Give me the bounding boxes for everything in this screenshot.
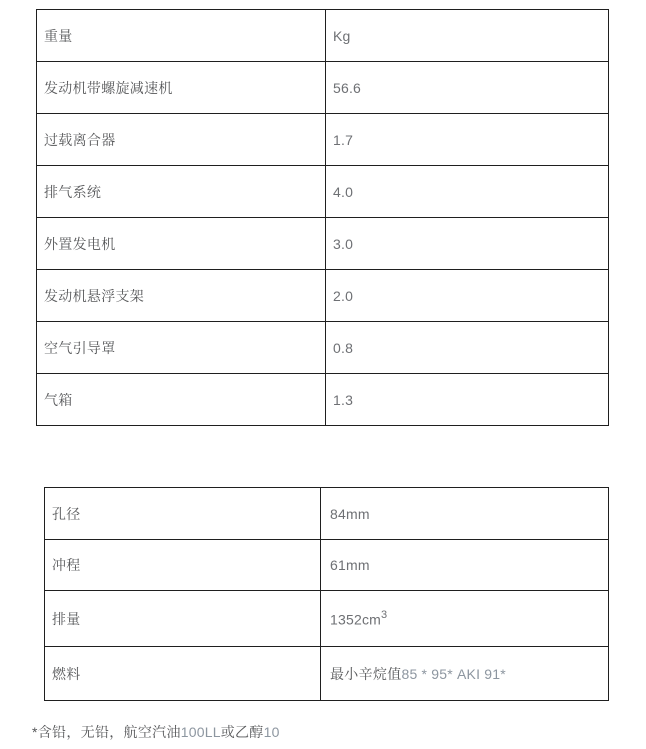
spec-value-cell [326,166,609,218]
spec-label-cell [37,270,326,322]
spec-label-cell [45,591,321,647]
spec-value-cell [321,540,609,591]
spec-label: 燃料 [52,665,81,682]
spec-label-cell [37,10,326,62]
spec-value: 4.0 [333,183,354,200]
spec-label: 排量 [52,610,81,627]
spec-value-cell [321,647,609,701]
spec-value: 1.7 [333,131,354,148]
spec-value: 61mm [330,557,370,573]
spec-label-cell [45,488,321,540]
spec-label: 过载离合器 [44,131,116,148]
spec-value-cell [326,10,609,62]
footnote [32,722,280,742]
table-row [37,10,609,62]
table-row [37,114,609,166]
spec-label-cell [37,218,326,270]
spec-value: 3.0 [333,235,354,252]
spec-value: 56.6 [333,79,362,96]
footnote-segment: *含铅，无铅，航空汽油 [32,724,181,740]
table-row [37,322,609,374]
weight-table [36,9,609,426]
spec-value-cell [321,591,609,647]
fuel-value-cjk: 最小辛烷值 [330,665,402,682]
spec-value-cell [326,114,609,166]
footnote-segment: 100LL [180,724,221,740]
spec-label: 重量 [44,27,73,44]
spec-label: 排气系统 [44,183,102,200]
table-row [37,166,609,218]
table-row [45,488,609,540]
spec-label-cell [45,540,321,591]
spec-label: 外置发电机 [44,235,116,252]
spec-label: 气箱 [44,391,73,408]
table-row [37,218,609,270]
spec-label-cell [37,374,326,426]
table-row [37,270,609,322]
spec-label: 发动机带螺旋减速机 [44,79,173,96]
spec-value: 0.8 [333,339,354,356]
spec-value: Kg [333,27,351,44]
table-row [37,62,609,114]
spec-label-cell [37,322,326,374]
spec-label: 孔径 [52,505,81,522]
spec-value-cell [326,62,609,114]
spec-value: 2.0 [333,287,354,304]
footnote-segment: 10 [263,724,280,740]
spec-value: 84mm [330,505,370,522]
spec-value-cell [321,488,609,540]
footnote-segment: 或乙醇 [220,724,264,740]
spec-value: 1352cm [330,611,382,628]
fuel-value-latin: 85 * 95* AKI 91* [401,665,506,682]
spec-label-cell [37,166,326,218]
table-row [45,591,609,647]
spec-value-cell [326,218,609,270]
spec-value-cell [326,322,609,374]
spec-label: 空气引导罩 [44,339,116,356]
spec-value-cell [326,270,609,322]
spec-label-cell [45,647,321,701]
table-row [45,540,609,591]
table-row [37,374,609,426]
engine-table [44,487,609,701]
table-row [45,647,609,701]
spec-label: 发动机悬浮支架 [44,287,145,304]
spec-label-cell [37,62,326,114]
superscript-exponent: 3 [381,608,388,621]
spec-value-cell [326,374,609,426]
spec-value: 1.3 [333,391,354,408]
spec-label-cell [37,114,326,166]
spec-label: 冲程 [52,557,81,573]
